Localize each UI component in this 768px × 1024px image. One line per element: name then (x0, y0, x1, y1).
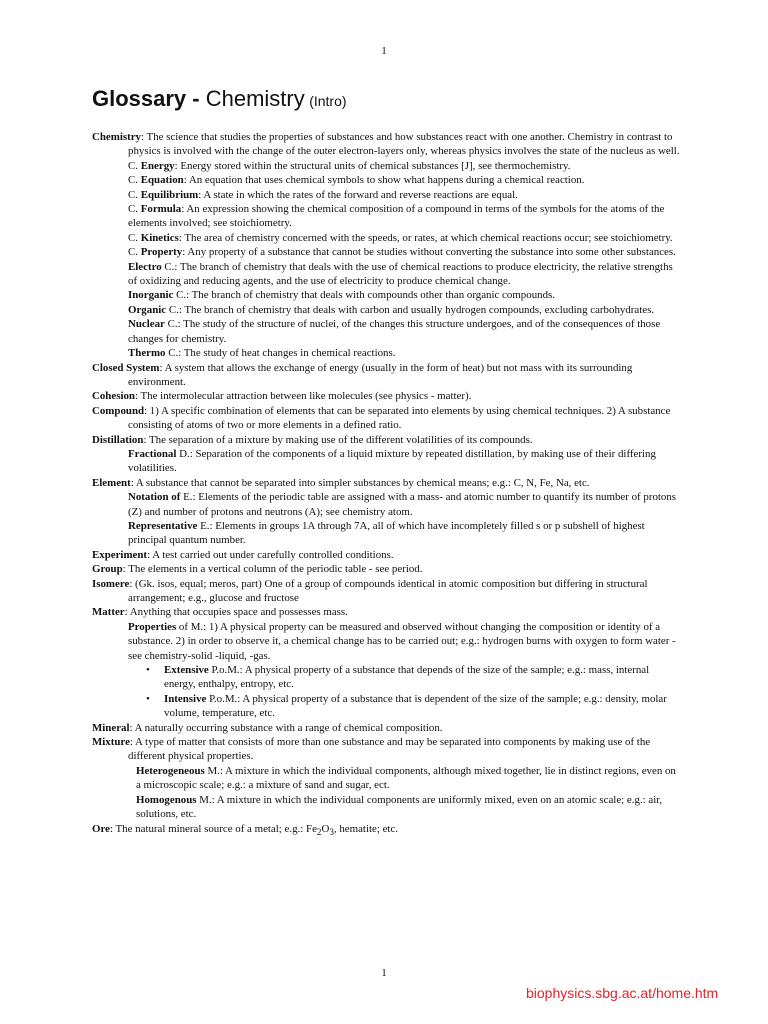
chemical-formula (306, 823, 334, 835)
title-small: (Intro) (309, 93, 347, 109)
entry-definition: C.: The branch of chemistry that deals with carbon and usually hydrogen compounds, excluding carbohydrates. (166, 303, 655, 316)
entry-definition: : A substance that cannot be separated into simpler substances by chemical means; e.g.: C, N, Fe, Na, etc. (130, 476, 590, 489)
entry-definition: : The natural mineral source of a metal; e.g.: (109, 822, 307, 835)
bullet-icon: • (146, 692, 150, 705)
entry-definition: E.: Elements of the periodic table are assigned with a mass- and atomic number to quantify its number of protons (Z) and number of protons and neutrons (A); see chemistry atom. (128, 491, 677, 518)
glossary-entry (92, 346, 682, 360)
glossary-entry (92, 692, 682, 721)
entry-term: Equilibrium (140, 188, 199, 201)
glossary-entry (92, 159, 682, 173)
entry-term: Thermo (128, 347, 166, 360)
entry-term: Cohesion (92, 390, 135, 403)
entry-definition: of M.: 1) A physical property can be measured and observed without changing the composition or identity of a substance. 2) in order to observe it, a chemical change has to be carried out; e.g.: hydrogen burns with oxygen to form water - see chemistry-solid -liquid, -gas. (128, 620, 676, 662)
entry-definition: : (Gk. isos, equal; meros, part) One of a group of compounds identical in atomic composition but differing in structural arrangement; e.g., glucose and fructose (128, 577, 648, 604)
title-regular: Chemistry (205, 86, 305, 111)
glossary-entry (92, 404, 682, 433)
entry-term: Homogenous (136, 793, 197, 806)
glossary-entry (92, 519, 682, 548)
entry-definition: E.: Elements in groups 1A through 7A, all of which have incompletely filled s or p subshell of highest principal quantum number. (128, 519, 645, 547)
glossary-entry (92, 245, 682, 259)
entry-term: Kinetics (140, 231, 179, 244)
entry-definition: : 1) A specific combination of elements that can be separated into elements by using chemical techniques. 2) A substance consisting of atoms of two or more elements in a defined ratio. (128, 404, 671, 432)
entry-prefix: C. (128, 203, 141, 216)
entry-term: Heterogeneous (136, 764, 205, 777)
entry-prefix: C. (128, 231, 141, 244)
entry-definition: : The separation of a mixture by making use of the different volatilities of its compounds. (143, 433, 533, 446)
entry-term: Nuclear (128, 318, 165, 331)
entry-definition: P.o.M.: A physical property of a substance that is dependent of the size of the sample; e.g.: density, molar volume, temperature, etc. (164, 692, 667, 720)
entry-term: Mineral (92, 721, 130, 734)
glossary-entry (92, 130, 682, 159)
glossary-entry (92, 260, 682, 289)
entry-term: Matter (92, 606, 125, 619)
page-number-bottom: 1 (381, 967, 387, 979)
page-title (92, 86, 347, 112)
entry-term: Organic (128, 303, 167, 316)
entry-term: Properties (128, 620, 177, 633)
glossary-entry (92, 562, 682, 576)
entry-term: Notation of (128, 491, 181, 504)
glossary-entry (92, 577, 682, 606)
footer-link[interactable]: biophysics.sbg.ac.at/home.htm (526, 985, 719, 1001)
entry-definition: C.: The study of the structure of nuclei, of the changes this structure undergoes, and of the consequences of those changes for chemistry. (128, 318, 661, 345)
entry-definition: : The elements in a vertical column of the periodic table - see period. (122, 563, 423, 576)
entry-term: Isomere (92, 577, 130, 590)
entry-continuation: , hematite; etc. (333, 822, 398, 835)
entry-term: Intensive (164, 692, 207, 705)
page-number-top: 1 (381, 45, 387, 57)
entry-prefix: C. (128, 246, 141, 259)
entry-definition: : The area of chemistry concerned with the speeds, or rates, at which chemical reactions occur; see stoichiometry. (178, 231, 673, 244)
entry-term: Compound (92, 404, 145, 417)
entry-definition: : An expression showing the chemical composition of a compound in terms of the symbols for the atoms of the elements involved; see stoichiometry. (128, 203, 665, 230)
bullet-icon: • (146, 664, 150, 677)
formula-part: Fe (306, 822, 317, 835)
glossary-entry (92, 361, 682, 390)
entry-term: Mixture (92, 736, 130, 749)
glossary-entry (92, 735, 682, 764)
entry-definition: : A type of matter that consists of more than one substance and may be separated into components by making use of the different physical properties. (128, 736, 651, 763)
glossary-entry (92, 605, 682, 619)
entry-term: Ore (92, 822, 110, 835)
entry-term: Inorganic (128, 289, 174, 302)
entry-term: Group (92, 563, 123, 576)
title-bold: Glossary - (92, 86, 206, 111)
entry-definition: : A system that allows the exchange of energy (usually in the form of heat) but not mass with its surrounding environment. (128, 361, 633, 388)
entry-term: Closed System (92, 361, 160, 374)
entry-definition: : A test carried out under carefully controlled conditions. (147, 548, 394, 561)
entry-term: Experiment (92, 548, 148, 561)
entry-term: Distillation (92, 433, 144, 446)
glossary-list (92, 130, 682, 839)
glossary-entry (92, 721, 682, 735)
glossary-entry (92, 389, 682, 403)
glossary-entry (92, 548, 682, 562)
glossary-entry (92, 764, 682, 793)
entry-term: Fractional (128, 447, 177, 460)
glossary-entry (92, 620, 682, 663)
glossary-entry (92, 663, 682, 692)
entry-definition: C.: The branch of chemistry that deals with the use of chemical reactions to produce electricity, the relative strengths of oxidizing and reducing agents, and the use of electricity to produce chemical change. (128, 260, 673, 288)
entry-prefix: C. (128, 159, 141, 172)
entry-term: Electro (128, 260, 162, 273)
entry-term: Property (140, 246, 183, 259)
entry-definition: : Energy stored within the structural units of chemical substances [J], see thermochemistry. (174, 159, 571, 172)
glossary-entry (92, 433, 682, 447)
glossary-entry (92, 303, 682, 317)
entry-definition: D.: Separation of the components of a liquid mixture by repeated distillation, by making use of their differing volatilities. (128, 447, 656, 475)
entry-definition: : A naturally occurring substance with a range of chemical composition. (129, 721, 443, 734)
entry-definition: : The science that studies the properties of substances and how substances react with one another. Chemistry in contrast to physics is involved with the change of the outer electron-layers only, whereas physics involves the state of the nucleus as well. (128, 131, 680, 158)
entry-definition: : A state in which the rates of the forward and reverse reactions are equal. (198, 188, 518, 201)
entry-definition: : An equation that uses chemical symbols to show what happens during a chemical reaction. (183, 174, 585, 187)
glossary-entry (92, 231, 682, 245)
entry-term: Element (92, 476, 131, 489)
entry-term: Equation (140, 174, 184, 187)
entry-term: Chemistry (92, 131, 141, 143)
entry-definition: M.: A mixture in which the individual components are uniformly mixed, even on an atomic scale; e.g.: air, solutions, etc. (136, 793, 663, 821)
entry-term: Energy (140, 159, 175, 172)
glossary-entry (92, 188, 682, 202)
glossary-entry (92, 822, 682, 840)
entry-definition: C.: The branch of chemistry that deals with compounds other than organic compounds. (173, 289, 555, 302)
entry-definition: : Anything that occupies space and possesses mass. (124, 606, 348, 619)
entry-definition: : Any property of a substance that cannot be studies without converting the substance into some other substances. (182, 246, 676, 259)
entry-prefix: C. (128, 174, 141, 187)
formula-part: O (321, 822, 330, 835)
glossary-entry (92, 447, 682, 476)
glossary-entry (92, 793, 682, 822)
entry-definition: : The intermolecular attraction between like molecules (see physics - matter). (134, 390, 472, 403)
glossary-entry (92, 288, 682, 302)
entry-prefix: C. (128, 188, 141, 201)
formula-subscript: 2 (316, 826, 322, 837)
formula-subscript: 3 (329, 826, 334, 837)
entry-term: Representative (128, 519, 198, 532)
entry-term: Formula (140, 203, 182, 216)
entry-term: Extensive (164, 664, 209, 677)
glossary-entry (92, 317, 682, 346)
entry-definition: P.o.M.: A physical property of a substance that depends of the size of the sample; e.g.: mass, internal energy, enthalpy, entropy, etc. (164, 664, 650, 691)
entry-definition: M.: A mixture in which the individual components, although mixed together, lie in distinct regions, even on a microscopic scale; e.g.: a mixture of sand and sugar, ect. (136, 764, 676, 792)
glossary-entry (92, 202, 682, 231)
glossary-entry (92, 173, 682, 187)
entry-definition: C.: The study of heat changes in chemical reactions. (165, 347, 396, 360)
glossary-entry (92, 490, 682, 519)
glossary-entry (92, 476, 682, 490)
